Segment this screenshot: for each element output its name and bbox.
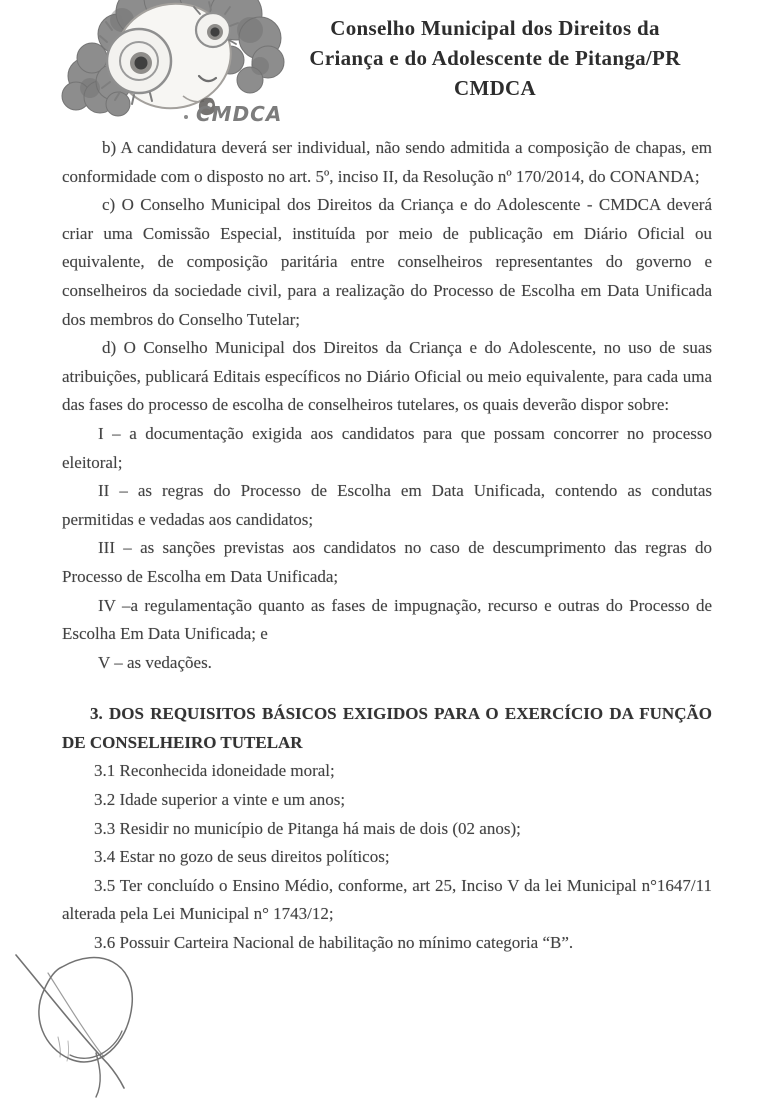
clause-iv: IV –a regulamentação quanto as fases de impugnação, recurso e outras do Processo de Escolha Em Data Unificada; e <box>62 595 712 644</box>
paragraph-b: b) A candidatura deverá ser individual, não sendo admitida a composição de chapas, em conformidade com o disposto no art. 5º, inciso II, da Resolução nº 170/2014, do CONANDA; <box>62 138 712 186</box>
section-3-heading: 3. DOS REQUISITOS BÁSICOS EXIGIDOS PARA O EXERCÍCIO DA FUNÇÃO DE CONSELHEIRO TUTELAR <box>62 704 712 752</box>
requirement-3-5: 3.5 Ter concluído o Ensino Médio, conforme, art 25, Inciso V da lei Municipal n°1647/11 alterada pela Lei Municipal n° 1743/12; <box>62 875 712 924</box>
document-body <box>62 134 712 958</box>
org-logo <box>60 0 298 126</box>
clause-ii: II – as regras do Processo de Escolha em Data Unificada, contendo as condutas permitidas e vedadas aos candidatos; <box>62 481 712 529</box>
logo-mascot-icon <box>60 0 298 126</box>
requirement-3-1: 3.1 Reconhecida idoneidade moral; <box>94 761 335 781</box>
pen-scribble-icon <box>0 945 220 1099</box>
paragraph-d: d) O Conselho Municipal dos Direitos da Criança e do Adolescente, no uso de suas atribuições, publicará Editais específicos no Diário Oficial ou meio equivalente, para cada uma das fases do processo de escolha de conselheiros tutelares, os quais deverão dispor sobre: <box>62 338 712 415</box>
clause-v: V – as vedações. <box>98 652 212 672</box>
clause-i: I – a documentação exigida aos candidatos para que possam concorrer no processo eleitoral; <box>62 423 712 472</box>
logo-wordmark: CMDCA <box>196 102 283 126</box>
requirement-3-4: 3.4 Estar no gozo de seus direitos políticos; <box>94 847 390 867</box>
title-line-2: Criança e do Adolescente de Pitanga/PR <box>309 46 681 70</box>
title-line-1: Conselho Municipal dos Direitos da <box>330 16 660 40</box>
requirement-3-3: 3.3 Residir no município de Pitanga há mais de dois (02 anos); <box>94 818 521 838</box>
requirement-3-2: 3.2 Idade superior a vinte e um anos; <box>94 790 346 810</box>
paragraph-c: c) O Conselho Municipal dos Direitos da Criança e do Adolescente - CMDCA deverá criar uma Comissão Especial, instituída por meio de publicação em Diário Oficial ou equivalente, de composição paritária entre conselheiros representantes do governo e conselheiros da sociedade civil, para a realização do Processo de Escolha em Data Unificada dos membros do Conselho Tutelar; <box>62 195 712 329</box>
clause-iii: III – as sanções previstas aos candidatos no caso de descumprimento das regras do Processo de Escolha em Data Unificada; <box>62 538 712 586</box>
document-title <box>265 13 725 103</box>
requirement-3-6: 3.6 Possuir Carteira Nacional de habilitação no mínimo categoria “B”. <box>94 933 574 953</box>
title-line-3: CMDCA <box>454 76 536 100</box>
